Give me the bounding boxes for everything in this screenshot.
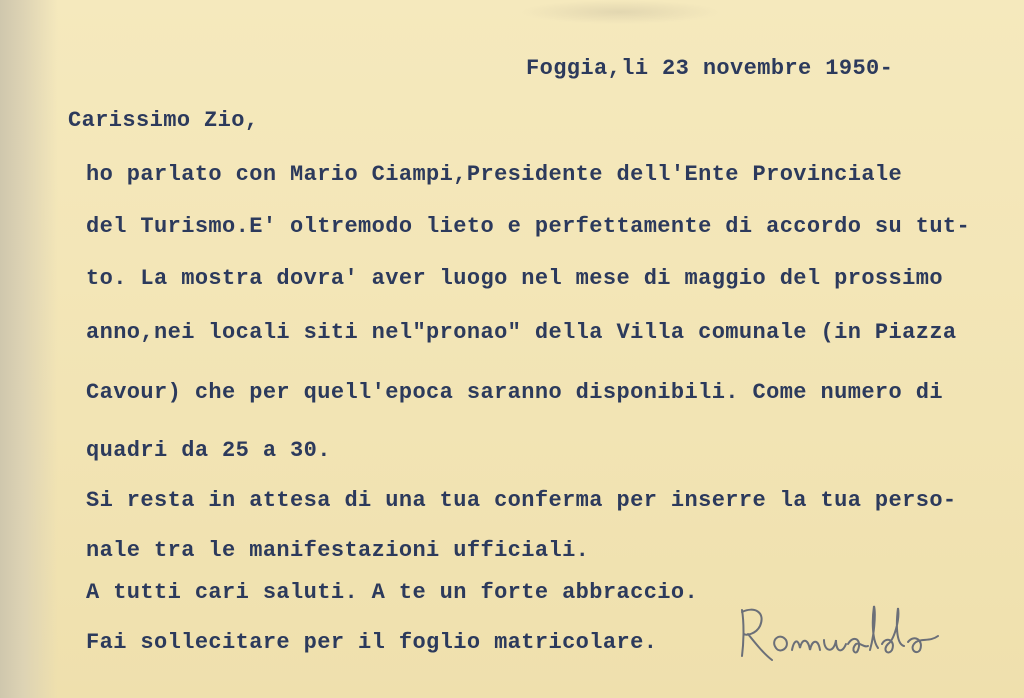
body-line-2: del Turismo.E' oltremodo lieto e perfettamente di accordo su tut- (86, 214, 971, 239)
paper-smudge (520, 0, 720, 24)
body-line-3: to. La mostra dovra' aver luogo nel mese di maggio del prossimo (86, 266, 943, 291)
handwritten-signature (736, 600, 946, 670)
paper-left-edge (0, 0, 58, 698)
body-line-4: anno,nei locali siti nel"pronao" della Villa comunale (in Piazza (86, 320, 957, 345)
body-line-10: Fai sollecitare per il foglio matricolare. (86, 630, 658, 655)
body-line-1: ho parlato con Mario Ciampi,Presidente dell'Ente Provinciale (86, 162, 903, 187)
body-line-7: Si resta in attesa di una tua conferma per inserre la tua perso- (86, 488, 957, 513)
body-line-8: nale tra le manifestazioni ufficiali. (86, 538, 590, 563)
letter-date: Foggia,li 23 novembre 1950- (526, 56, 894, 81)
letter-greeting: Carissimo Zio, (68, 108, 259, 133)
body-line-9: A tutti cari saluti. A te un forte abbraccio. (86, 580, 699, 605)
body-line-6: quadri da 25 a 30. (86, 438, 331, 463)
body-line-5: Cavour) che per quell'epoca saranno disponibili. Come numero di (86, 380, 943, 405)
